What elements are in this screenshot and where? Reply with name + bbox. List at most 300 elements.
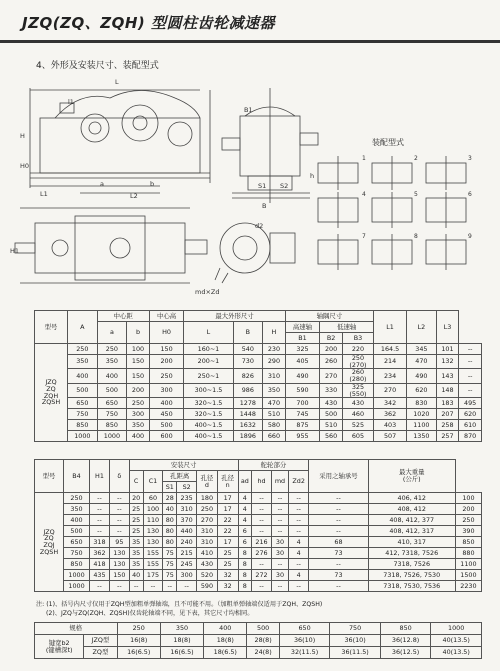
key-row-jzq xyxy=(35,635,482,647)
table-cell: 32(11.5) xyxy=(279,647,330,659)
table-cell: 510 xyxy=(263,409,286,420)
table-cell: 250 xyxy=(455,515,481,526)
assembly-title: 装配型式 xyxy=(372,138,404,147)
table-row xyxy=(35,409,482,420)
table-cell: 100 xyxy=(127,344,150,355)
table-cell: 700 xyxy=(285,398,320,409)
table-cell: 826 xyxy=(233,369,263,383)
table-cell: 73 xyxy=(309,570,368,581)
table-cell: 400 xyxy=(97,369,127,383)
table-cell: 320~1.5 xyxy=(184,398,233,409)
th-B4: B4 xyxy=(64,460,90,493)
table-cell: -- xyxy=(271,504,288,515)
section-label: 4、外形及安装尺寸、装配型式 xyxy=(36,61,159,71)
dim-a: a xyxy=(100,180,104,188)
table-cell: 310 xyxy=(177,504,197,515)
table-cell: -- xyxy=(90,526,110,537)
table-cell: 250~1 xyxy=(184,369,233,383)
table-cell: 16(6.5) xyxy=(117,647,160,659)
th-spec: 规格 xyxy=(35,623,118,635)
th-H: H xyxy=(263,322,286,344)
table-cell: 4 xyxy=(238,504,252,515)
table-cell: 16(6.5) xyxy=(160,647,203,659)
table-cell: 22 xyxy=(217,526,238,537)
th-key: 键宽b2 (键槽深t) xyxy=(35,635,84,659)
table-cell: -- xyxy=(271,493,288,504)
table-cell: 40(13.5) xyxy=(431,647,482,659)
table-cell: 750 xyxy=(64,548,90,559)
table-cell: 500 xyxy=(97,383,127,397)
table-cell: 100 xyxy=(455,493,481,504)
th-model: 型号 xyxy=(35,460,64,493)
table-cell: 130 xyxy=(143,537,163,548)
th-center-distance: 中心距 xyxy=(97,311,149,322)
table-cell: 350 xyxy=(97,355,127,369)
table-cell: 450 xyxy=(149,409,184,420)
table-cell: 325 xyxy=(285,344,320,355)
table-cell: 850 xyxy=(64,559,90,570)
assembly-1 xyxy=(318,156,358,190)
table-cell: 880 xyxy=(455,548,481,559)
table-cell: 235 xyxy=(177,493,197,504)
side-view xyxy=(222,88,318,203)
table-cell: 605 xyxy=(342,431,373,442)
table-cell: 510 xyxy=(320,420,343,431)
table-cell: 250 xyxy=(149,369,184,383)
dim-B1: B1 xyxy=(244,106,253,114)
table-cell: 240 xyxy=(177,537,197,548)
table-cell: 525 xyxy=(342,420,373,431)
table-cell: -- xyxy=(288,504,308,515)
table-cell: 250 xyxy=(127,398,150,409)
table-cell: 850 xyxy=(97,420,127,431)
assembly-num: 6 xyxy=(468,191,472,198)
table-cell: -- xyxy=(252,559,272,570)
th-md: md xyxy=(271,471,288,493)
table-cell: 75 xyxy=(163,548,177,559)
table-cell: 80 xyxy=(163,526,177,537)
spec-col: 1000 xyxy=(431,623,482,635)
assembly-num: 3 xyxy=(468,155,472,162)
table-cell: 214 xyxy=(374,355,407,369)
table-cell: 270 xyxy=(320,369,343,383)
table-cell: -- xyxy=(252,581,272,592)
table-cell: 200 xyxy=(320,344,343,355)
th-ad: ad xyxy=(238,471,252,493)
table-cell: 220 xyxy=(342,344,373,355)
table-cell: 110 xyxy=(143,515,163,526)
table-row xyxy=(35,515,482,526)
table-cell: 250 xyxy=(197,504,218,515)
table-cell: 30 xyxy=(271,537,288,548)
table-row xyxy=(35,431,482,442)
install-table-body xyxy=(35,493,482,592)
table-cell: 17 xyxy=(217,493,238,504)
table-cell: 18(8) xyxy=(204,635,247,647)
table-row xyxy=(35,493,482,504)
dimensions-table-body xyxy=(35,344,482,442)
table-cell: 410 xyxy=(197,548,218,559)
table-cell: 155 xyxy=(143,548,163,559)
table-cell: -- xyxy=(288,515,308,526)
assembly-6 xyxy=(426,192,466,228)
table-cell: 260 xyxy=(320,355,343,369)
th-C: C xyxy=(129,471,143,493)
table-cell: 150 xyxy=(149,344,184,355)
table-cell: 100 xyxy=(143,504,163,515)
table-cell: 7318, 7526, 7530 xyxy=(368,570,455,581)
table-cell: -- xyxy=(143,581,163,592)
table-cell: 310 xyxy=(197,526,218,537)
table-cell: 520 xyxy=(197,570,218,581)
spec-col: 350 xyxy=(160,623,203,635)
th-zd2: Zd2 xyxy=(288,471,308,493)
table-cell: -- xyxy=(90,493,110,504)
spec-col: 500 xyxy=(247,623,279,635)
th-hd: hd xyxy=(252,471,272,493)
dim-h1: H1 xyxy=(10,247,20,255)
table-cell: -- xyxy=(309,493,368,504)
table-cell: -- xyxy=(129,581,143,592)
assembly-8 xyxy=(372,234,412,270)
table-cell: 300 xyxy=(127,409,150,420)
th-L2: L2 xyxy=(407,311,437,344)
table-cell: 1000 xyxy=(68,431,98,442)
assembly-diagrams xyxy=(318,156,466,270)
dim-L2: L2 xyxy=(130,192,138,200)
table-cell: -- xyxy=(459,383,482,397)
table-row xyxy=(35,504,482,515)
th-L: L xyxy=(184,322,233,344)
row-label-jzq: JZQ型 xyxy=(84,635,117,647)
table-cell: 28(8) xyxy=(247,635,279,647)
table-cell: 143 xyxy=(436,369,459,383)
table-cell: 540 xyxy=(233,344,263,355)
table-cell: 25 xyxy=(217,559,238,570)
th-bearing: 采用之轴承号 xyxy=(309,460,368,493)
table-row xyxy=(35,355,482,369)
table-cell: -- xyxy=(90,581,110,592)
th-H1: H1 xyxy=(90,460,110,493)
table-cell: 215 xyxy=(177,548,197,559)
table-row xyxy=(35,383,482,397)
table-cell: 500 xyxy=(149,420,184,431)
table-cell: 750 xyxy=(97,409,127,420)
table-cell: 36(12.8) xyxy=(380,635,431,647)
table-cell: -- xyxy=(109,493,129,504)
table-cell: 35 xyxy=(129,537,143,548)
table-cell: -- xyxy=(252,493,272,504)
table-cell: -- xyxy=(177,581,197,592)
assembly-num: 9 xyxy=(468,233,472,240)
table-cell: 73 xyxy=(309,548,368,559)
th-b: b xyxy=(127,322,150,344)
table-cell: -- xyxy=(109,515,129,526)
th-C1: C1 xyxy=(143,471,163,493)
table-cell: 1000 xyxy=(97,431,127,442)
table-cell: 418 xyxy=(90,559,110,570)
reducer-drawing xyxy=(0,68,500,296)
front-view xyxy=(30,88,210,193)
key-table xyxy=(34,622,482,659)
table-cell: 250 xyxy=(64,493,90,504)
dim-L1: L1 xyxy=(40,190,48,198)
table-cell: 403 xyxy=(374,420,407,431)
table-cell: 507 xyxy=(374,431,407,442)
table-cell: -- xyxy=(163,581,177,592)
table-cell: 400~1.5 xyxy=(184,420,233,431)
th-L3: L3 xyxy=(436,311,459,344)
table-cell: 257 xyxy=(436,431,459,442)
table-cell: 430 xyxy=(342,398,373,409)
table-row xyxy=(35,581,482,592)
table-cell: 342 xyxy=(374,398,407,409)
table-cell: 40(13.5) xyxy=(431,635,482,647)
table-cell: 250 (270) xyxy=(342,355,373,369)
assembly-5 xyxy=(372,192,412,228)
table-cell: 24(8) xyxy=(247,647,279,659)
dim-b: b xyxy=(150,180,155,188)
table-cell: 36(10) xyxy=(279,635,330,647)
table-cell: 164.5 xyxy=(374,344,407,355)
table-cell: 408, 412, 377 xyxy=(368,515,455,526)
assembly-num: 7 xyxy=(362,233,366,240)
table-cell: 1000 xyxy=(64,570,90,581)
table-cell: 1100 xyxy=(455,559,481,570)
table-cell: 200~1 xyxy=(184,355,233,369)
assembly-7 xyxy=(318,234,358,270)
table-cell: 150 xyxy=(109,570,129,581)
table-cell: 132 xyxy=(436,355,459,369)
table-cell: -- xyxy=(271,559,288,570)
dim-S2: S2 xyxy=(280,182,289,190)
table-cell: 148 xyxy=(436,383,459,397)
table-cell: 4 xyxy=(288,537,308,548)
table-cell: 1350 xyxy=(407,431,437,442)
table-cell: 250 xyxy=(97,344,127,355)
dimension-labels xyxy=(10,78,314,296)
th-hole-d: 孔径 d xyxy=(197,471,218,493)
table-cell: 955 xyxy=(285,431,320,442)
table-cell: 350 xyxy=(68,355,98,369)
table-cell: 345 xyxy=(407,344,437,355)
key-table-header xyxy=(35,623,482,635)
model-label: JZQ ZQ ZQJ ZQSH xyxy=(35,493,64,592)
table-cell: 370 xyxy=(177,515,197,526)
table-cell: -- xyxy=(459,355,482,369)
table-cell: 870 xyxy=(459,431,482,442)
table-cell: 7318, 7526 xyxy=(368,559,455,570)
table-cell: 60 xyxy=(143,493,163,504)
assembly-numbers xyxy=(362,155,472,240)
title-model: JZQ(ZQ、ZQH) xyxy=(22,14,146,32)
table-cell: 290 xyxy=(263,355,286,369)
table-cell: 6 xyxy=(238,526,252,537)
table-cell: 22 xyxy=(217,515,238,526)
table-row xyxy=(35,559,482,570)
table-cell: 300~1.5 xyxy=(184,383,233,397)
table-cell: 300 xyxy=(149,383,184,397)
th-weight: 最大重量 (公斤) xyxy=(368,460,455,493)
th-low-speed: 低速轴 xyxy=(320,322,374,333)
table-cell: 234 xyxy=(374,369,407,383)
spec-col: 400 xyxy=(204,623,247,635)
th-B1: B1 xyxy=(285,333,320,344)
table-cell: 390 xyxy=(455,526,481,537)
table-row xyxy=(35,369,482,383)
table-cell: -- xyxy=(288,493,308,504)
dim-B: B xyxy=(262,202,267,210)
table-cell: 4 xyxy=(288,570,308,581)
assembly-num: 4 xyxy=(362,191,366,198)
notes xyxy=(36,600,322,618)
table-cell: 276 xyxy=(252,548,272,559)
table-cell: 30 xyxy=(271,570,288,581)
table-cell: 600 xyxy=(149,431,184,442)
title-description: 型圆柱齿轮减速器 xyxy=(150,14,275,32)
table-cell: 1448 xyxy=(233,409,263,420)
table-cell: 18(8) xyxy=(160,635,203,647)
table-cell: 17 xyxy=(217,504,238,515)
table-cell: 8 xyxy=(238,559,252,570)
table-cell: 17 xyxy=(217,537,238,548)
dim-H: H xyxy=(20,132,25,140)
table-cell: 1896 xyxy=(233,431,263,442)
th-max-size: 最大外形尺寸 xyxy=(184,311,285,322)
table-cell: 183 xyxy=(436,398,459,409)
table-cell: 1278 xyxy=(233,398,263,409)
table-cell: 101 xyxy=(436,344,459,355)
table-cell: 40 xyxy=(163,504,177,515)
table-cell: 270 xyxy=(374,383,407,397)
table-cell: 4 xyxy=(238,493,252,504)
table-cell: 470 xyxy=(263,398,286,409)
table-cell: -- xyxy=(252,526,272,537)
table-cell: 560 xyxy=(320,431,343,442)
table-cell: 216 xyxy=(252,537,272,548)
table-cell: 8 xyxy=(238,570,252,581)
table-cell: 16(8) xyxy=(117,635,160,647)
table-cell: 412, 7318, 7526 xyxy=(368,548,455,559)
table-cell: -- xyxy=(309,515,368,526)
table-cell: 850 xyxy=(455,537,481,548)
th-A: A xyxy=(68,311,98,344)
table-cell: 400~1.5 xyxy=(184,431,233,442)
table-cell: 36(12.5) xyxy=(380,647,431,659)
table-cell: 580 xyxy=(263,420,286,431)
th-hole-n: 孔径 n xyxy=(217,471,238,493)
table-cell: 1500 xyxy=(455,570,481,581)
th-model: 型号 xyxy=(35,311,68,344)
table-cell: 36(11.5) xyxy=(330,647,381,659)
th-gear: 舵轮部分 xyxy=(238,460,309,471)
table-cell: -- xyxy=(271,515,288,526)
th-L1: L1 xyxy=(374,311,407,344)
table-cell: 20 xyxy=(129,493,143,504)
th-shaft: 轴隅尺寸 xyxy=(285,311,373,322)
model-label: JZQ ZQ ZQH ZQSH xyxy=(35,344,68,442)
table-cell: 80 xyxy=(163,515,177,526)
table-cell: -- xyxy=(271,581,288,592)
table-cell: 36(10) xyxy=(330,635,381,647)
table-row xyxy=(35,398,482,409)
table-cell: 160~1 xyxy=(184,344,233,355)
dim-d2: d2 xyxy=(255,222,264,230)
table-cell: 495 xyxy=(459,398,482,409)
table-cell: 590 xyxy=(285,383,320,397)
table-cell: 30 xyxy=(271,548,288,559)
table-row xyxy=(35,548,482,559)
table-cell: 1020 xyxy=(407,409,437,420)
th-a: a xyxy=(97,322,127,344)
top-view xyxy=(15,208,207,283)
table-cell: 6 xyxy=(238,537,252,548)
assembly-3 xyxy=(426,156,466,190)
table-cell: 620 xyxy=(407,383,437,397)
table-cell: 500 xyxy=(64,526,90,537)
table-cell: 300 xyxy=(177,570,197,581)
table-cell: 620 xyxy=(459,409,482,420)
table-cell: 400 xyxy=(64,515,90,526)
table-cell: -- xyxy=(90,504,110,515)
table-cell: 500 xyxy=(320,409,343,420)
dimensions-table xyxy=(34,310,482,442)
table-cell: 490 xyxy=(407,369,437,383)
table-cell: -- xyxy=(288,581,308,592)
table-cell: 180 xyxy=(197,493,218,504)
table-cell: 18(6.5) xyxy=(204,647,247,659)
assembly-2 xyxy=(372,156,412,190)
table-cell: 8 xyxy=(238,581,252,592)
table-cell: 258 xyxy=(436,420,459,431)
table-cell: 28 xyxy=(163,493,177,504)
table-cell: 590 xyxy=(197,581,218,592)
table-cell: -- xyxy=(252,504,272,515)
table-cell: 1100 xyxy=(407,420,437,431)
table-cell: 610 xyxy=(459,420,482,431)
assembly-num: 5 xyxy=(414,191,418,198)
table-cell: 35 xyxy=(129,559,143,570)
table-cell: 362 xyxy=(90,548,110,559)
th-install: 安装尺寸 xyxy=(129,460,238,471)
spec-col: 650 xyxy=(279,623,330,635)
table-cell: 362 xyxy=(374,409,407,420)
th-B3: B3 xyxy=(342,333,373,344)
table-cell: 4 xyxy=(288,548,308,559)
dim-S1: S1 xyxy=(258,182,267,190)
table-cell: -- xyxy=(309,559,368,570)
assembly-9 xyxy=(426,234,466,270)
table-cell: -- xyxy=(459,344,482,355)
table-cell: 32 xyxy=(217,581,238,592)
table-cell: 875 xyxy=(285,420,320,431)
dim-l1: l1 xyxy=(68,98,74,106)
table-cell: 130 xyxy=(109,548,129,559)
table-cell: 318 xyxy=(90,537,110,548)
table-cell: 250 xyxy=(68,344,98,355)
table-cell: 750 xyxy=(68,409,98,420)
table-row xyxy=(35,344,482,355)
table-cell: 25 xyxy=(129,515,143,526)
table-cell: -- xyxy=(252,515,272,526)
th-high-speed: 高速轴 xyxy=(285,322,320,333)
spec-col: 750 xyxy=(330,623,381,635)
table-row xyxy=(35,526,482,537)
table-cell: 4 xyxy=(238,515,252,526)
table-cell: 325 (550) xyxy=(342,383,373,397)
table-cell: 80 xyxy=(163,537,177,548)
table-cell: 75 xyxy=(163,559,177,570)
